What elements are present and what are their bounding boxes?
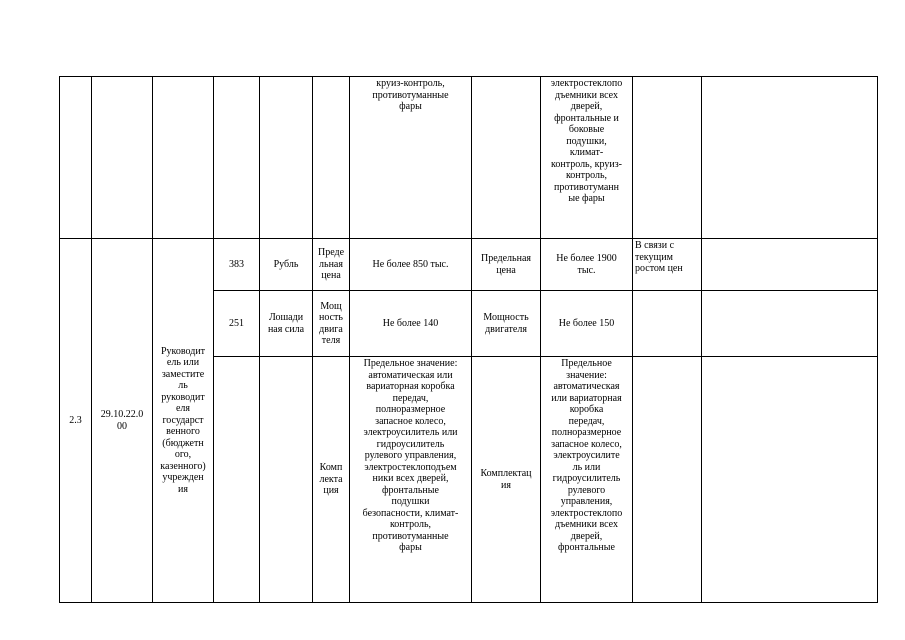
cell-value — [350, 357, 472, 603]
cell-empty — [702, 239, 878, 291]
table-row-price — [60, 239, 878, 291]
cell-approved-value: Не более 1900 тыс. — [541, 239, 633, 291]
cell-okei-code: 251 — [214, 291, 260, 357]
cell-justification: В связи с текущим ростом цен — [633, 239, 702, 291]
cell-characteristic: Комп лекта ция — [313, 357, 350, 603]
cell-okei-code: 383 — [214, 239, 260, 291]
cell-empty — [702, 77, 878, 239]
cell-approved-characteristic: Комплектац ия — [472, 357, 541, 603]
cell-empty — [260, 357, 313, 603]
cell-approved-value — [541, 357, 633, 603]
cell-empty — [702, 291, 878, 357]
cell-empty — [633, 291, 702, 357]
cell-empty — [472, 77, 541, 239]
cell-empty — [60, 77, 92, 239]
cell-value: Не более 850 тыс. — [350, 239, 472, 291]
cell-approved-characteristic: Предельная цена — [472, 239, 541, 291]
cell-unit: Рубль — [260, 239, 313, 291]
cell-empty — [633, 77, 702, 239]
cell-empty — [92, 77, 153, 239]
table-row-continuation — [60, 77, 878, 239]
cell-empty — [633, 357, 702, 603]
cell-empty — [153, 77, 214, 239]
cell-characteristic: Преде льная цена — [313, 239, 350, 291]
requirements-table — [59, 76, 878, 603]
cell-empty — [313, 77, 350, 239]
cell-approved-characteristic: Мощность двигателя — [472, 291, 541, 357]
cell-empty — [260, 77, 313, 239]
equipment-value-text: Предельное значение: автоматическая или вариаторная коробка передач, полноразмерное запасное колесо, электроусилитель или гидроусилитель рулевого управления, электростеклоподъем ники всех дверей, фронтальные подушки безопасности, климат- контроль, противотуманные фары — [362, 358, 459, 553]
equipment-approved-value-text: Предельное значение: автоматическая или вариаторная коробка передач, полноразмерное запасное колесо, электроусилите ль или гидроусилитель рулевого управления, электростеклопо дъемники всех дверей, фронтальные — [550, 358, 623, 553]
cell-max-value: электростеклопо дъемники всех дверей, фронтальные и боковые подушки, климат- контроль, круиз- контроль, противотуманн ые фары — [541, 77, 633, 239]
cell-value: Не более 140 — [350, 291, 472, 357]
cell-unit: Лошади ная сила — [260, 291, 313, 357]
cell-empty — [214, 357, 260, 603]
cell-approved-value: Не более 150 — [541, 291, 633, 357]
cell-characteristic: Мощ ность двига теля — [313, 291, 350, 357]
cell-position-category: Руководит ель или заместите ль руководит еля государст венного (бюджетн ого, казенного) учрежден ия — [153, 239, 214, 603]
cell-extra-value: круиз-контроль, противотуманные фары — [350, 77, 472, 239]
cell-okpd-code: 29.10.22.0 00 — [92, 239, 153, 603]
cell-empty — [702, 357, 878, 603]
cell-row-number: 2.3 — [60, 239, 92, 603]
cell-empty — [214, 77, 260, 239]
